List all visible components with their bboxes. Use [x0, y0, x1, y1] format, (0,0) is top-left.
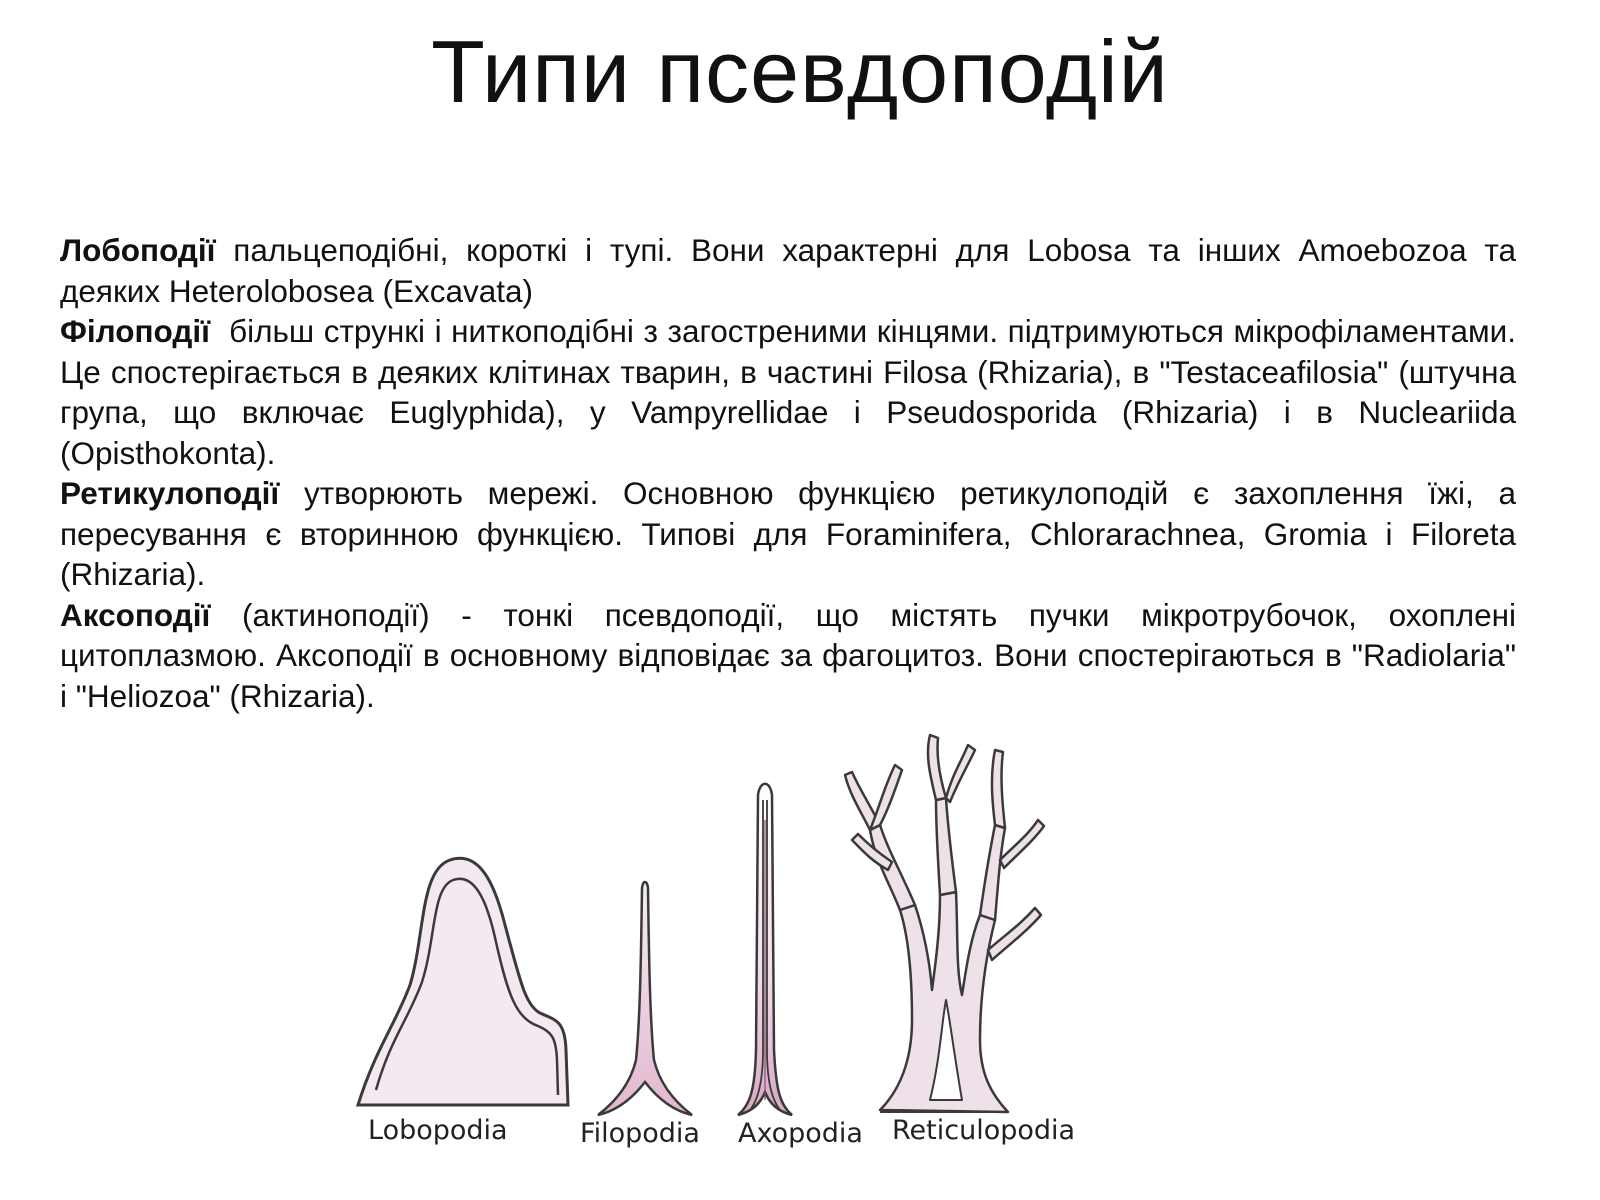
pseudopodia-figure [340, 720, 1140, 1190]
lobopodia-drawing [358, 858, 568, 1105]
paragraph-reticulopodia [60, 473, 1516, 595]
description-axopodia: (актиноподії) - тонкі псевдоподії, що містять пучки мікротрубочок, охоплені цитоплазмою. Аксоподії в основному відповідає за фагоцитоз. Вони спостерігаються в "Radiolaria" і "Heliozoa" (Rhizaria). [60, 596, 1534, 714]
reticulopodia-drawing [845, 735, 1044, 1112]
caption-filopodia: Filopodia [580, 1118, 700, 1149]
caption-axopodia: Axopodia [738, 1118, 863, 1149]
axopodia-drawing [738, 784, 792, 1115]
term-lobopodia: Лобоподії [60, 232, 216, 268]
slide-title: Типи псевдоподій [431, 22, 1169, 121]
term-filopodia: Філоподії [60, 313, 210, 349]
description-reticulopodia: утворюють мережі. Основною функцією ретикулоподій є захоплення їжі, а пересування є вторинною функцією. Типові для Foraminifera, Chlorarachnea, Gromia і Filoreta (Rhizaria). [60, 475, 1516, 592]
caption-lobopodia: Lobopodia [368, 1115, 508, 1146]
description-filopodia: більш стрункі і ниткоподібні з загостреними кінцями. підтримуються мікрофіламентами. Це спостерігається в деяких клітинах тварин, в частині Filosa (Rhizaria), в "Testaceafilosia" (штучна група, що включає Euglyphida), у Vampyrellidae і Pseudosporida (Rhizaria) і в Nucleariida (Opisthokonta). [60, 313, 1525, 471]
caption-reticulopodia: Reticulopodia [892, 1115, 1076, 1146]
paragraph-lobopodia [60, 230, 1516, 311]
paragraph-filopodia [60, 311, 1525, 473]
term-axopodia: Аксоподії [60, 596, 211, 633]
filopodia-drawing [598, 882, 692, 1115]
description-lobopodia: пальцеподібні, короткі і тупі. Вони характерні для Lobosa та інших Amoebozoa та деяких Heterolobosea (Excavata) [60, 232, 1516, 309]
body-text [60, 230, 1534, 716]
term-reticulopodia: Ретикулоподії [60, 475, 280, 511]
paragraph-axopodia [60, 595, 1534, 717]
